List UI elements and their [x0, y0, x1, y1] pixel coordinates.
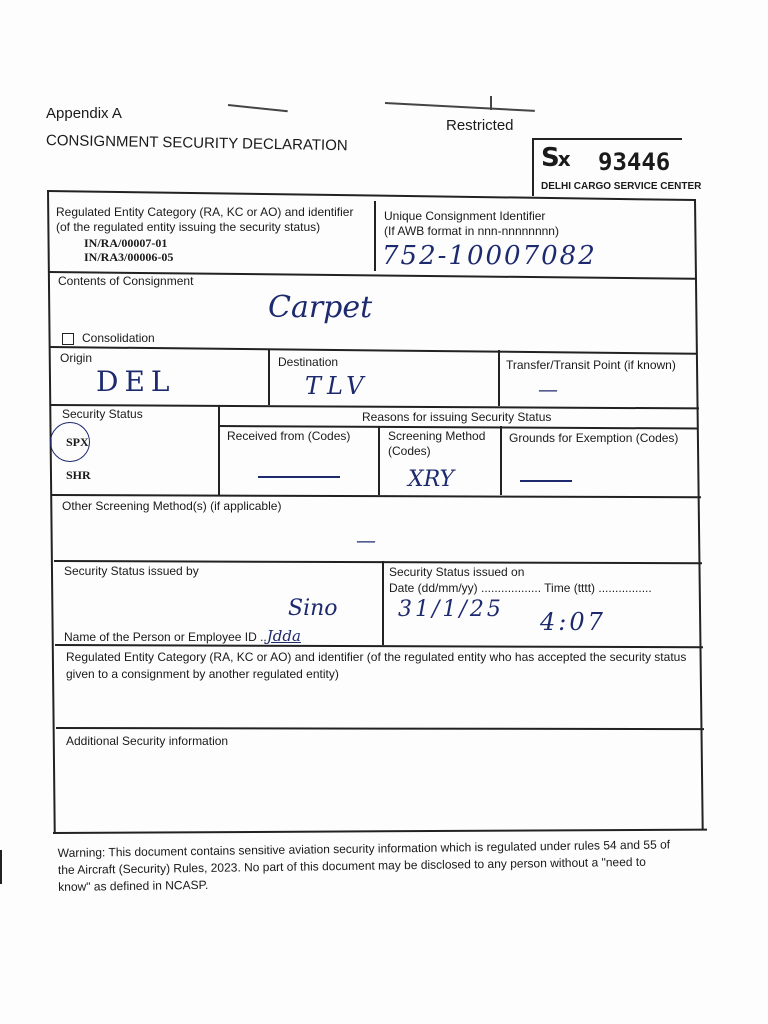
additional-info-label: Additional Security information [66, 734, 229, 748]
issued-by-name-label [64, 629, 301, 645]
other-screening-label: Other Screening Method(s) (if applicable) [62, 499, 282, 513]
contents-label: Contents of Consignment [58, 274, 194, 288]
destination-value[interactable]: TLV [305, 372, 370, 400]
restricted-label: Restricted [446, 117, 514, 134]
shr-option[interactable]: SHR [66, 468, 91, 482]
accepting-entity-label: Regulated Entity Category (RA, KC or AO) and identifier (of the regulated entity who has accepted the security status given to a consignment by another regulated entity) [66, 650, 687, 681]
regulated-entity-id-2: IN/RA3/00006-05 [84, 250, 174, 264]
grounds-dash [520, 480, 572, 482]
issued-on-label: Security Status issued on [389, 565, 525, 579]
issued-date-value[interactable]: 31/1/25 [398, 597, 504, 622]
regulated-entity-label: Regulated Entity Category (RA, KC or AO) and identifier (of the regulated entity issuing the security status) [56, 205, 354, 234]
transfer-value[interactable]: — [538, 377, 558, 401]
warning-text: Warning: This document contains sensitive aviation security information which is regulated under rules 54 and 55 of the Aircraft (Security) Rules, 2023. No part of this document may be disclosed to any person without a "need to know" as defined in NCASP. [57, 837, 671, 894]
stamp-logo: Sx [541, 143, 569, 173]
received-from-label: Received from (Codes) [227, 429, 351, 443]
document-title: CONSIGNMENT SECURITY DECLARATION [45, 132, 348, 155]
screening-method-label: Screening Method (Codes) [388, 429, 486, 458]
issued-by-label: Security Status issued by [64, 564, 199, 578]
security-status-label: Security Status [62, 407, 143, 421]
other-screening-value[interactable]: — [356, 528, 376, 552]
stamp-center: DELHI CARGO SERVICE CENTER [541, 181, 702, 192]
consolidation-option[interactable] [62, 331, 155, 346]
reasons-label: Reasons for issuing Security Status [362, 410, 552, 424]
consolidation-label: Consolidation [82, 331, 155, 345]
issued-by-signature[interactable]: Sino [288, 596, 338, 621]
employee-id-value[interactable]: Jdda [266, 627, 301, 645]
origin-value[interactable]: DEL [96, 365, 176, 398]
destination-label: Destination [278, 355, 339, 369]
received-from-dash [258, 476, 340, 478]
employee-id-label: Name of the Person or Employee ID .. [64, 630, 267, 644]
date-time-label: Date (dd/mm/yy) .................. Time (tttt) ................ [389, 581, 652, 595]
scan-edge-mark [0, 850, 2, 884]
issued-time-value[interactable]: 4:07 [540, 608, 606, 636]
consolidation-checkbox[interactable] [62, 333, 74, 345]
regulated-entity-id-1: IN/RA/00007-01 [84, 236, 168, 250]
ucid-format-label: (If AWB format in nnn-nnnnnnnn) [384, 224, 559, 238]
ucid-label: Unique Consignment Identifier [384, 209, 546, 223]
stamp-number: 93446 [598, 148, 671, 176]
origin-label: Origin [60, 351, 93, 365]
spx-option[interactable]: SPX [66, 435, 89, 449]
contents-value[interactable]: Carpet [268, 290, 373, 325]
ucid-value[interactable]: 752-10007082 [382, 241, 597, 271]
grounds-label: Grounds for Exemption (Codes) [509, 431, 679, 445]
screening-method-value[interactable]: XRY [408, 467, 455, 492]
transfer-label: Transfer/Transit Point (if known) [506, 358, 676, 372]
appendix-label: Appendix A [46, 105, 122, 122]
